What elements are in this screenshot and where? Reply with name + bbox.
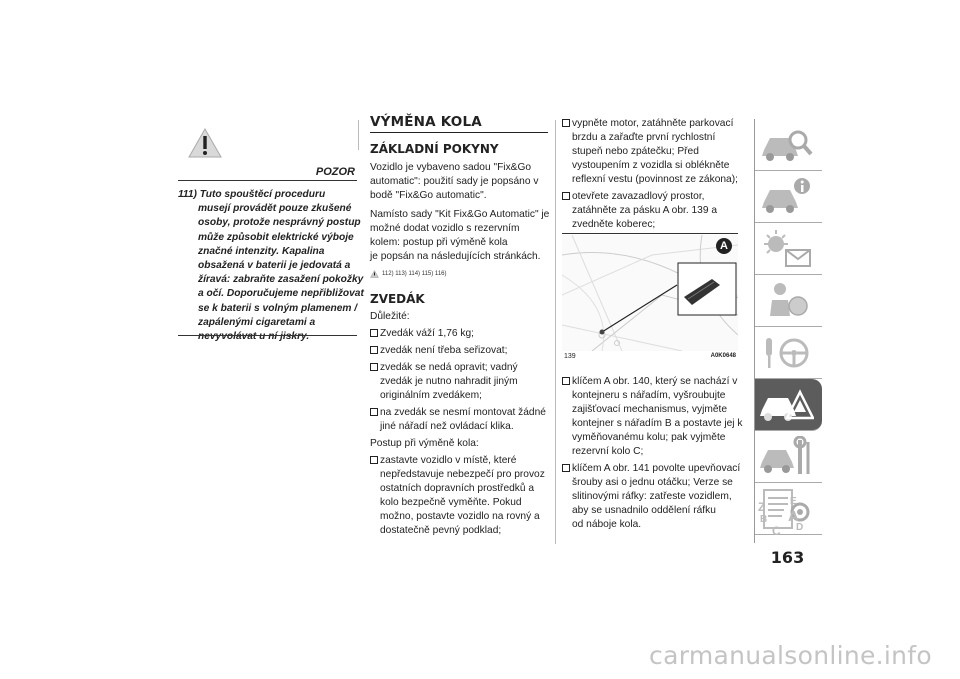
bullet-line: brzdu a zařaďte první rychlostní xyxy=(572,132,716,143)
watermark: carmanualsonline.info xyxy=(649,641,932,670)
bullet-item xyxy=(370,344,550,358)
bullet-line: dostatečně pevný podklad; xyxy=(380,525,502,536)
bullet-line: kolo bezpečně vyměňte. Pokud xyxy=(380,497,522,508)
bullet-line: možno, postavte vozidlo na rovný a xyxy=(380,511,540,522)
car-search-icon xyxy=(760,124,814,166)
tab-maintenance[interactable] xyxy=(755,431,822,483)
important-label: Důležité: xyxy=(370,311,410,322)
warning-top-rule xyxy=(178,180,357,181)
figure-label-a: A xyxy=(716,238,732,254)
paragraph-kit xyxy=(370,161,550,203)
tab-lights-messages[interactable] xyxy=(755,223,822,275)
bullet-item xyxy=(370,327,550,341)
bullet-line: ostatních dopravních prostředků a xyxy=(380,483,535,494)
reference-numbers: 112) 113) 114) 115) 116) xyxy=(382,271,447,277)
warning-title: POZOR xyxy=(315,166,355,178)
bullet-line: Zvedák váží 1,76 kg; xyxy=(370,327,550,341)
warning-references xyxy=(370,270,550,278)
warning-number: 111) xyxy=(178,189,200,200)
bullet-item xyxy=(370,361,550,403)
car-tools-icon xyxy=(760,436,814,478)
paragraph-spare-wheel xyxy=(370,208,550,264)
column-separator xyxy=(555,120,556,544)
text-line: je popsán na následujících stránkách. xyxy=(370,251,541,262)
warning-line: a očí. Doporučujeme nepřibližovat xyxy=(198,288,364,300)
figure-139 xyxy=(562,233,738,365)
bullet-line: jiné nářadí než ovládací klika. xyxy=(380,421,514,432)
bullet-line: šrouby asi o jednu otáčku; Verze se xyxy=(572,477,733,488)
small-warning-icon xyxy=(370,270,379,278)
jack-heading: ZVEDÁK xyxy=(370,292,425,306)
warning-line: osoby, protože nesprávný postup xyxy=(198,217,361,229)
bullet-item xyxy=(562,462,740,532)
procedure-label: Postup při výměně kola: xyxy=(370,438,479,449)
warning-text xyxy=(178,188,364,344)
basics-heading: ZÁKLADNÍ POKYNY xyxy=(370,142,499,156)
checkbox-bullet-icon xyxy=(562,119,570,127)
column-separator xyxy=(358,120,359,150)
bullet-line: kontejner s nářadím B a postavte jej k xyxy=(572,418,743,429)
bullet-item xyxy=(370,406,550,434)
text-line: Vozidlo je vybaveno sadou "Fix&Go xyxy=(370,162,532,173)
checkbox-bullet-icon xyxy=(562,192,570,200)
bullet-line: vyměňovanému kolu; pak vyjměte xyxy=(572,432,726,443)
checkbox-bullet-icon xyxy=(562,464,570,472)
warning-line: může způsobit elektrické výboje xyxy=(198,231,354,243)
lights-message-icon xyxy=(760,228,814,270)
warning-bottom-rule xyxy=(178,335,357,336)
text-line: možné dodat vozidlo s rezervním xyxy=(370,223,520,234)
checkbox-bullet-icon xyxy=(370,408,378,416)
warning-line: obsažená v baterii je jedovatá a xyxy=(198,260,351,272)
text-line: bodě "Fix&Go automatic". xyxy=(370,190,487,201)
bullet-line: klíčem A obr. 140, který se nachází v xyxy=(562,375,740,389)
text-line: automatic": použití sady je popsáno v xyxy=(370,176,539,187)
warning-line: žíravá: zabraňte zasažení pokožky xyxy=(198,274,364,286)
bullet-line: od náboje kola. xyxy=(572,519,642,530)
bullet-line: zatáhněte za pásku A obr. 139 a xyxy=(572,205,718,216)
warning-line: 111) Tuto spouštěcí proceduru xyxy=(178,189,326,200)
warning-line: musejí provádět pouze zkušené xyxy=(198,203,352,215)
bullet-item xyxy=(562,375,743,459)
bullet-line: otevřete zavazadlový prostor, xyxy=(562,190,740,204)
steps-bottom-list xyxy=(562,375,743,532)
bullet-line: zajišťovací mechanismus, vyjměte xyxy=(572,404,727,415)
figure-top-rule xyxy=(562,233,738,234)
bullet-item xyxy=(562,190,740,232)
checkbox-bullet-icon xyxy=(370,363,378,371)
bullet-line: aby se usnadnilo oddělení ráfku xyxy=(572,505,716,516)
trunk-floor-illustration xyxy=(562,235,738,351)
bullet-item xyxy=(562,117,740,187)
bullet-line: na zvedák se nesmí montovat žádné xyxy=(370,406,550,420)
bullet-line: vypněte motor, zatáhněte parkovací xyxy=(562,117,740,131)
section-title-rule xyxy=(370,132,548,133)
bullet-line: rezervní kolo C; xyxy=(572,446,644,457)
warning-line: nevyvolávat u ní jiskry. xyxy=(198,331,310,343)
bullet-line: reflexní vestu (povinnost ze zákona); xyxy=(572,174,738,185)
bullet-line: zastavte vozidlo v místě, které xyxy=(370,454,550,468)
key-steering-wheel-icon xyxy=(760,332,814,374)
tab-safety[interactable] xyxy=(755,275,822,327)
text-line: kolem: postup při výměně kola xyxy=(370,237,508,248)
bullet-line: zvedák není třeba seřizovat; xyxy=(370,344,550,358)
bullet-line: klíčem A obr. 141 povolte upevňovací xyxy=(562,462,740,476)
car-warning-icon xyxy=(760,384,814,426)
bullet-line: vystoupením z vozidla si oblékněte xyxy=(572,160,730,171)
figure-code: A0K0648 xyxy=(710,353,736,359)
warning-line: se k baterii s volným plamenem / xyxy=(198,302,358,314)
text-line: Namísto sady "Kit Fix&Go Automatic" je xyxy=(370,209,550,220)
bullet-line: originálním zvedákem; xyxy=(380,390,482,401)
bullet-line: nepředstavuje nebezpečí pro provoz xyxy=(380,469,545,480)
bullet-line: kontejneru s nářadím, vyšroubujte xyxy=(572,390,726,401)
procedure-bullet-list xyxy=(370,454,550,538)
main-column xyxy=(370,114,550,538)
checkbox-bullet-icon xyxy=(370,329,378,337)
alphabet-index-icon[interactable]: Z E B A C D xyxy=(758,496,804,538)
tab-vehicle-knowledge[interactable] xyxy=(755,119,822,171)
bullet-line: zvedněte koberec; xyxy=(572,219,656,230)
checkbox-bullet-icon xyxy=(370,346,378,354)
bullet-line: zvedák se nedá opravit; vadný xyxy=(370,361,550,375)
bullet-line: slitinovými ráfky: zatřeste vozidlem, xyxy=(572,491,732,502)
section-title: VÝMĚNA KOLA xyxy=(370,114,482,130)
right-text-column xyxy=(562,114,740,232)
person-airbag-icon xyxy=(760,280,814,322)
tab-dashboard[interactable] xyxy=(755,171,822,223)
warning-line: zapálenými cigaretami a xyxy=(198,316,316,328)
chapter-tab-bar xyxy=(754,119,822,543)
page-number: 163 xyxy=(770,548,805,567)
tab-starting-driving[interactable] xyxy=(755,327,822,379)
bullet-line: stupeň nebo zpátečku; Před xyxy=(572,146,699,157)
jack-bullet-list xyxy=(370,327,550,434)
right-text-column-lower xyxy=(562,372,743,532)
bullet-item xyxy=(370,454,550,538)
checkbox-bullet-icon xyxy=(562,377,570,385)
figure-number: 139 xyxy=(564,353,576,360)
steps-top-list xyxy=(562,117,740,232)
bullet-line: zvedák je nutno nahradit jiným xyxy=(380,376,518,387)
car-info-icon xyxy=(760,176,814,218)
warning-line: značné intenzity. Kapalina xyxy=(198,245,325,257)
warning-triangle-icon xyxy=(188,128,222,158)
tab-emergency[interactable] xyxy=(755,379,822,431)
checkbox-bullet-icon xyxy=(370,456,378,464)
